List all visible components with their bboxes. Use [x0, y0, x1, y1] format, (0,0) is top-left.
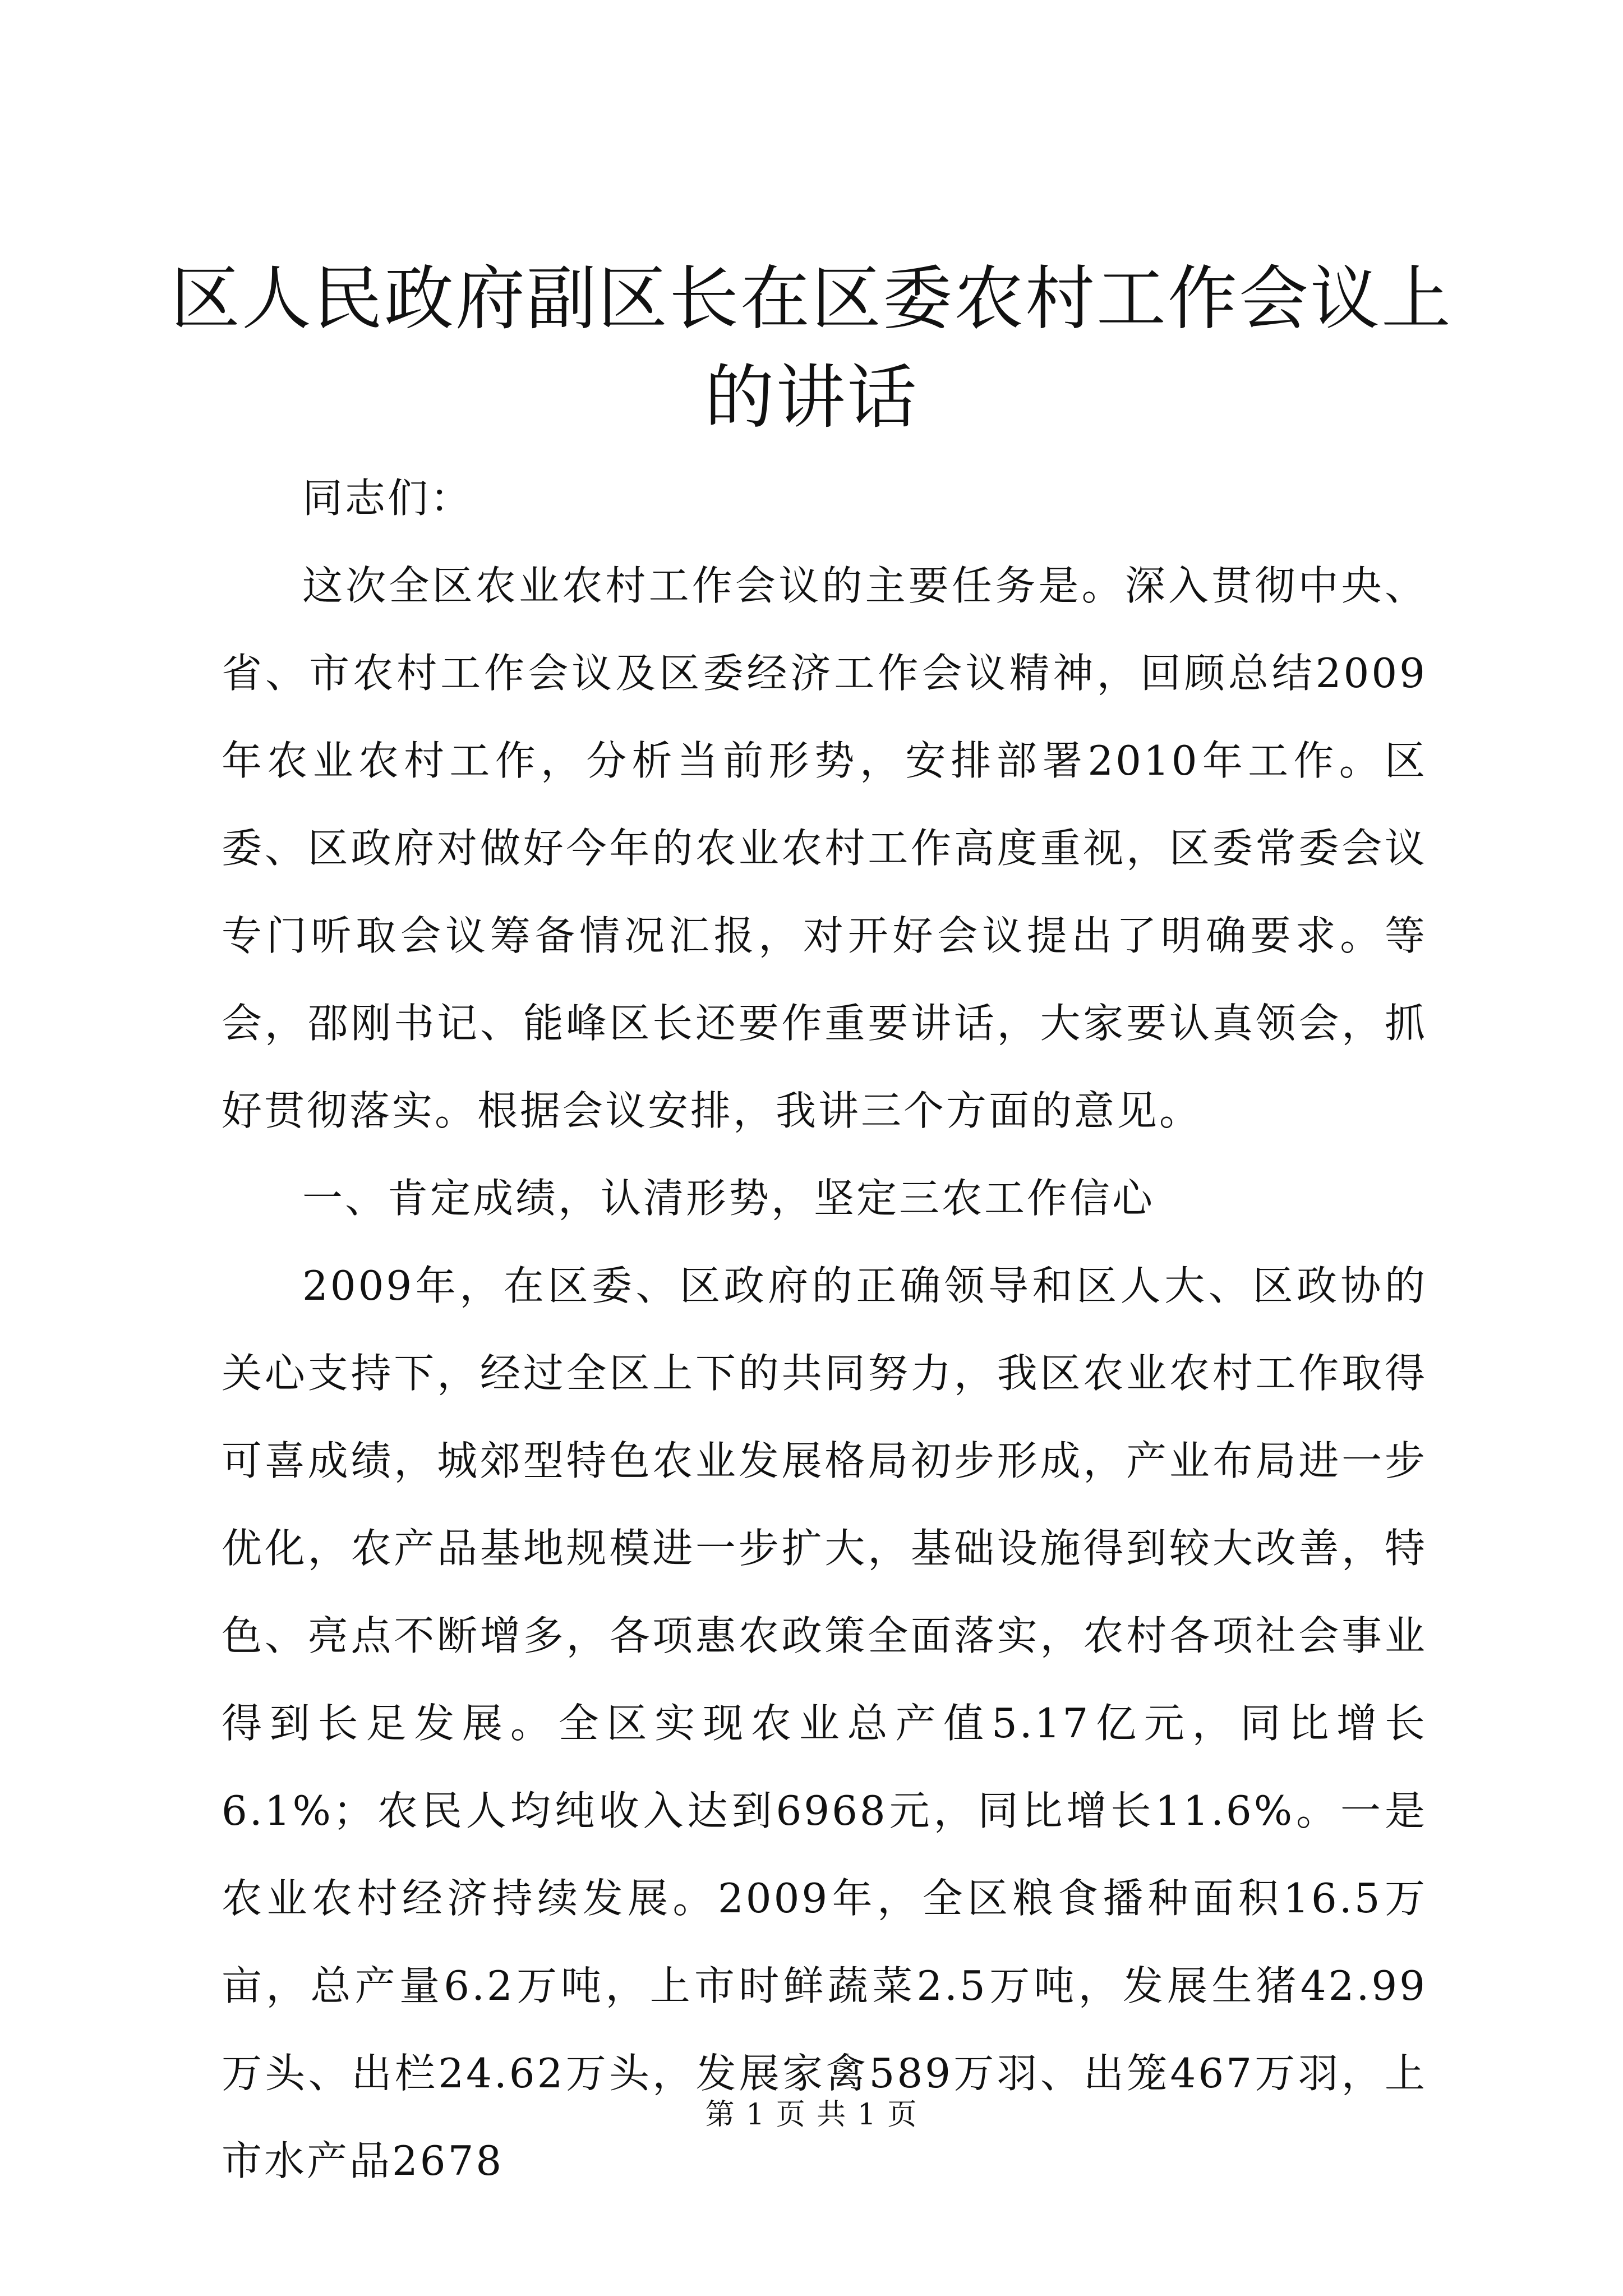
section-heading-1: 一、肯定成绩，认清形势，坚定三农工作信心: [302, 1175, 1155, 1222]
document-body: [222, 454, 1427, 2205]
page-footer: 第 1 页 共 1 页: [705, 2098, 918, 2132]
paragraph-achievements: 2009年，在区委、区政府的正确领导和区人大、区政协的关心支持下，经过全区上下的共同努力，我区农业农村工作取得可喜成绩，城郊型特色农业发展格局初步形成，产业布局进一步优化，农产品基地规模进一步扩大，基础设施得到较大改善，特色、亮点不断增多，各项惠农政策全面落实，农村各项社会事业得到长足发展。全区实现农业总产值5.17亿元，同比增长6.1%；农民人均纯收入达到6968元，同比增长11.6%。一是农业农村经济持续发展。2009年，全区粮食播种面积16.5万亩，总产量6.2万吨，上市时鲜蔬菜2.5万吨，发展生猪42.99万头、出栏24.62万头，发展家禽589万羽、出笼467万羽，上市水产品2678: [222, 1262, 1427, 2184]
document-title: 区人民政府副区长在区委农村工作会议上的讲话: [170, 259, 1453, 438]
paragraph-salutation: 同志们：: [302, 475, 473, 522]
paragraph-intro: 这次全区农业农村工作会议的主要任务是。深入贯彻中央、省、市农村工作会议及区委经济工作会议精神，回顾总结2009年农业农村工作，分析当前形势，安排部署2010年工作。区委、区政府对做好今年的农业农村工作高度重视，区委常委会议专门听取会议筹备情况汇报，对开好会议提出了明确要求。等会，邵刚书记、能峰区长还要作重要讲话，大家要认真领会，抓好贯彻落实。根据会议安排，我讲三个方面的意见。: [222, 562, 1427, 1134]
